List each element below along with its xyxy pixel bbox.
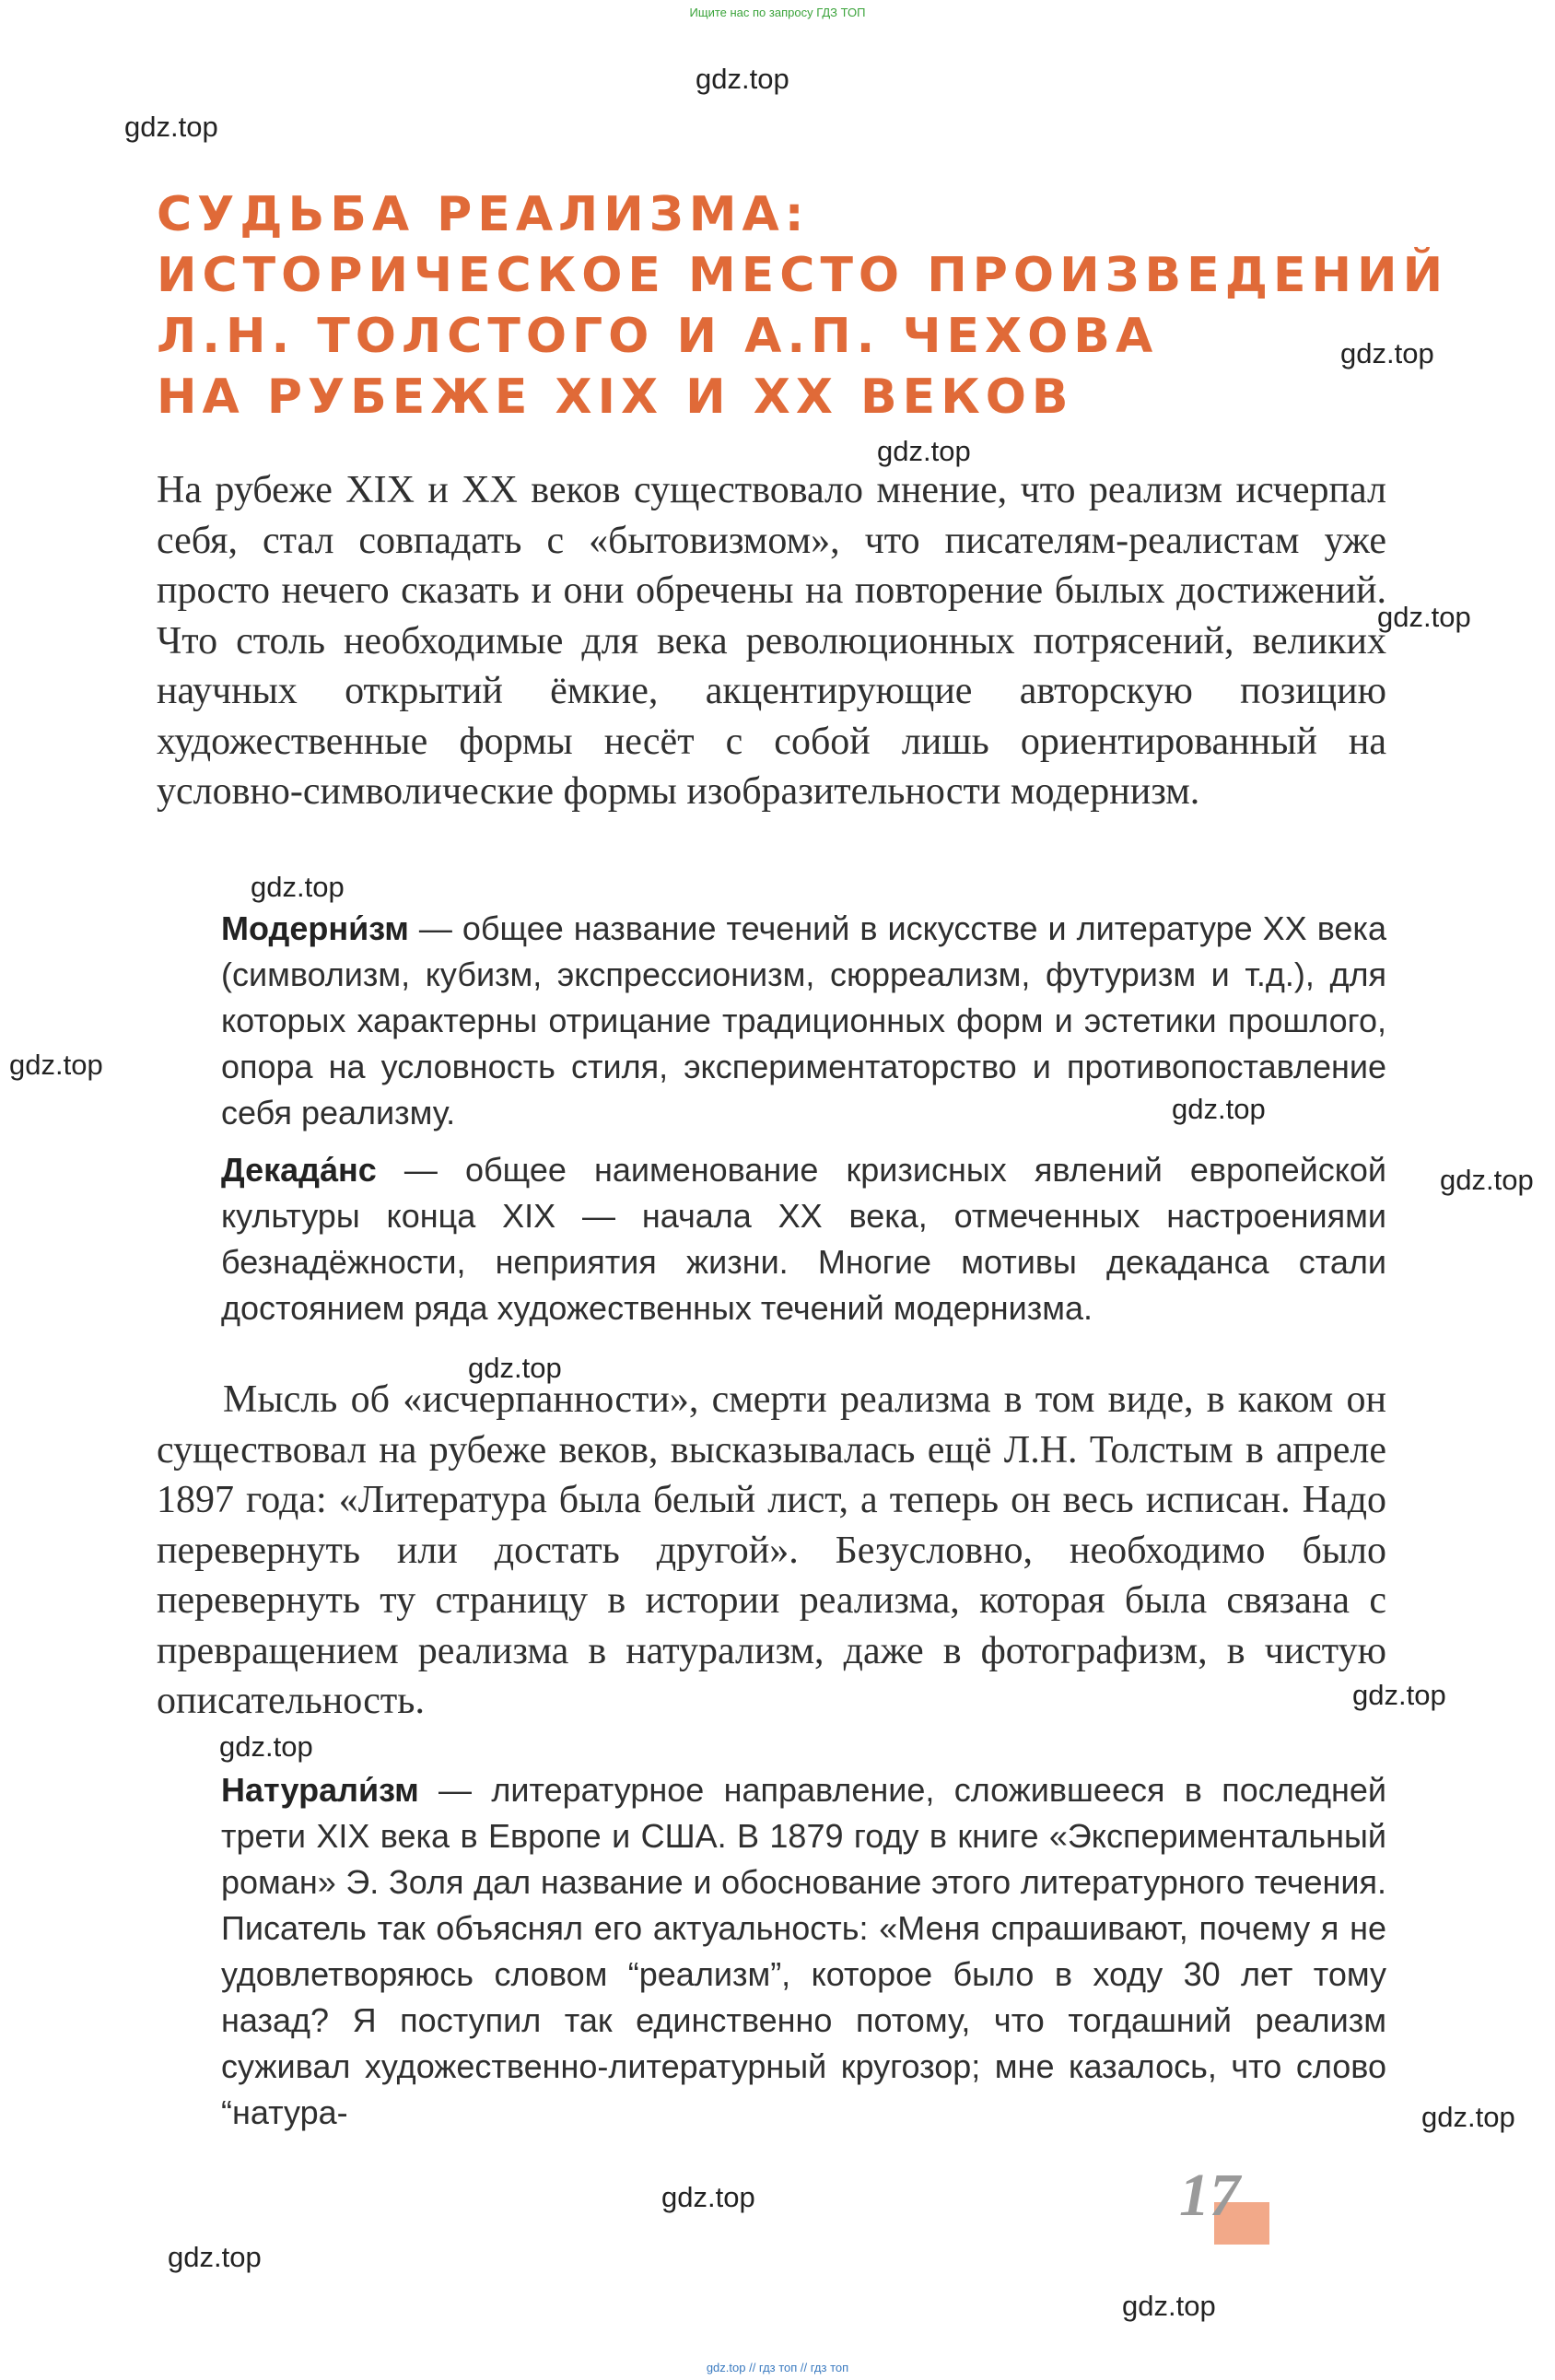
- chapter-title-line: НА РУБЕЖЕ XIX И XX ВЕКОВ: [157, 369, 1074, 425]
- definition-naturalism: [221, 1767, 1386, 2136]
- top-banner: Ищите нас по запросу ГДЗ ТОП: [689, 6, 866, 19]
- watermark: gdz.top: [877, 435, 971, 467]
- watermark: gdz.top: [219, 1730, 313, 1763]
- watermark: gdz.top: [661, 2181, 755, 2213]
- watermark: gdz.top: [1340, 337, 1434, 369]
- definition-text: — общее наименование кризисных явлений европейской культуры конца XIX — начала XX века, отмеченных настроениями безнадёжности, неприятия жизни. Многие мотивы декаданса стали достоянием ряда художественных течений модернизма.: [221, 1151, 1386, 1327]
- definition-term: Натурали́зм: [221, 1771, 419, 1809]
- watermark: gdz.top: [9, 1049, 103, 1081]
- chapter-title-line: Л.Н. ТОЛСТОГО И А.П. ЧЕХОВА: [157, 309, 1159, 364]
- definition-term: Декада́нс: [221, 1151, 377, 1189]
- chapter-title-line: СУДЬБА РЕАЛИЗМА:: [157, 187, 810, 242]
- watermark: gdz.top: [1172, 1093, 1266, 1125]
- page-number: 17: [1179, 2162, 1240, 2229]
- watermark: gdz.top: [1352, 1679, 1446, 1711]
- watermark: gdz.top: [696, 63, 789, 95]
- definition-modernism: [221, 906, 1386, 1136]
- watermark: gdz.top: [1440, 1164, 1534, 1196]
- definition-term: Модерни́зм: [221, 909, 409, 947]
- watermark: gdz.top: [468, 1352, 562, 1384]
- watermark: gdz.top: [168, 2241, 262, 2273]
- watermark: gdz.top: [1377, 601, 1471, 633]
- watermark: gdz.top: [124, 111, 218, 143]
- definition-text: — литературное направление, сложившееся в последней трети XIX века в Европе и США. В 1879 году в книге «Экспериментальный роман» Э. Золя дал название и обоснование этого литературного течения. Писатель так объяснял его актуальность: «Меня спрашивают, почему я не удовлетворяюсь словом “реализм”, которое было в ходу 30 лет тому назад? Я поступил так единственно потому, что тогдашний реализм суживал художественно-литературный кругозор; мне казалось, что слово “натура-: [221, 1771, 1386, 2131]
- body-paragraph: Мысль об «исчерпанности», смерти реализма в том виде, в каком он существовал на рубеже веков, высказывалась ещё Л.Н. Толстым в апреле 1897 года: «Литература была белый лист, а теперь он весь исписан. Надо перевернуть или достать другой». Безусловно, необходимо было перевернуть ту страницу в истории реализма, которая была связана с превращением реализма в натурализм, даже в фотографизм, в чистую описательность.: [157, 1378, 1386, 1722]
- watermark: gdz.top: [251, 871, 345, 903]
- bottom-banner: gdz.top // гдз топ // гдз топ: [706, 2361, 849, 2374]
- watermark: gdz.top: [1122, 2290, 1216, 2322]
- definition-decadence: [221, 1147, 1386, 1331]
- chapter-title-line: ИСТОРИЧЕСКОЕ МЕСТО ПРОИЗВЕДЕНИЙ: [157, 248, 1449, 303]
- body-paragraph: На рубеже XIX и XX веков существовало мнение, что реализм исчерпал себя, стал совпадать с «бытовизмом», что писателям-реалистам уже просто нечего сказать и они обречены на повторение былых достижений. Что столь необходимые для века революционных потрясений, великих научных открытий ёмкие, акцентирующие авторскую позицию художественные формы несёт с собой лишь ориентированный на условно-символические формы изобразительности модернизм.: [157, 469, 1386, 813]
- watermark: gdz.top: [1421, 2101, 1515, 2133]
- definition-text: — общее название течений в искусстве и литературе XX века (символизм, кубизм, экспрессионизм, сюрреализм, футуризм и т.д.), для которых характерны отрицание традиционных форм и эстетики прошлого, опора на условность стиля, экспериментаторство и противопоставление себя реализму.: [221, 909, 1386, 1131]
